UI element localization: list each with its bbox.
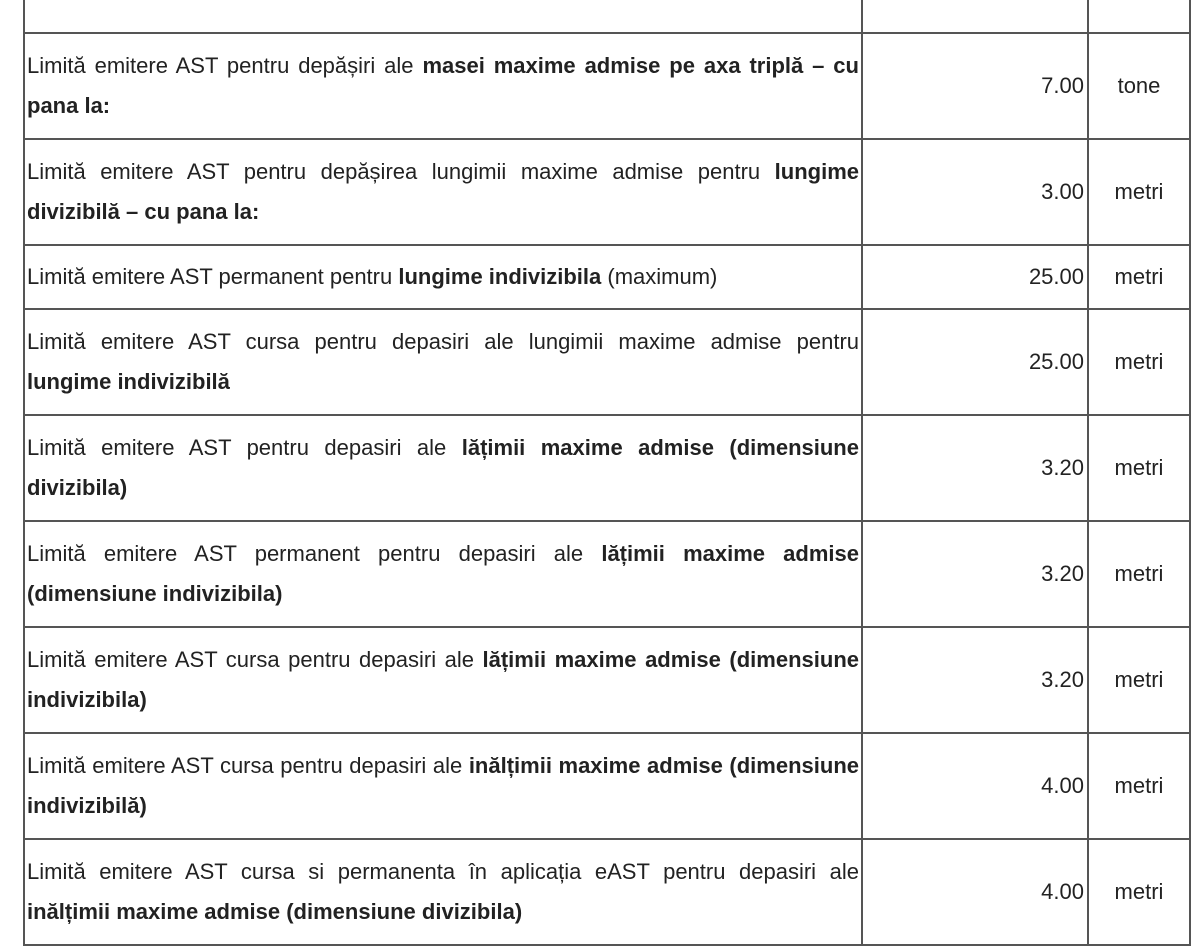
ast-limits-table xyxy=(23,0,1191,946)
description-text: Limită emitere AST pentru depășiri ale xyxy=(27,53,423,78)
limit-value-cell xyxy=(862,0,1088,33)
limit-unit-cell: metri xyxy=(1088,733,1190,839)
table-row xyxy=(24,0,1190,33)
limit-unit-cell: metri xyxy=(1088,415,1190,521)
ast-limits-table-body xyxy=(24,0,1190,945)
limit-description-cell xyxy=(24,139,862,245)
description-text-bold: lățimii maxime admise (dimensiune indivizibila) xyxy=(27,541,859,606)
limit-description-cell xyxy=(24,415,862,521)
description-text: Limită emitere AST permanent pentru xyxy=(27,264,399,289)
table-row xyxy=(24,33,1190,139)
description-text: Limită emitere AST cursa pentru depasiri ale xyxy=(27,753,469,778)
limit-value-cell: 3.20 xyxy=(862,415,1088,521)
description-text: Limită emitere AST cursa si permanenta în aplicația eAST pentru depasiri ale xyxy=(27,859,859,884)
limit-description-cell xyxy=(24,839,862,945)
limit-value-cell: 4.00 xyxy=(862,733,1088,839)
limit-unit-cell: tone xyxy=(1088,33,1190,139)
limit-value-cell: 4.00 xyxy=(862,839,1088,945)
table-row xyxy=(24,839,1190,945)
description-text-bold: inălțimii maxime admise (dimensiune indivizibilă) xyxy=(27,753,859,818)
description-text-bold: lungime divizibilă – cu pana la: xyxy=(27,159,859,224)
description-text: Limită emitere AST pentru depasiri ale xyxy=(27,435,462,460)
limit-value-cell: 3.20 xyxy=(862,627,1088,733)
limit-value-cell: 25.00 xyxy=(862,245,1088,309)
limit-description-cell xyxy=(24,245,862,309)
limit-value-cell: 25.00 xyxy=(862,309,1088,415)
limit-value-cell: 7.00 xyxy=(862,33,1088,139)
table-row xyxy=(24,627,1190,733)
description-text-bold: lungime indivizibilă xyxy=(27,369,230,394)
description-text: (maximum) xyxy=(601,264,718,289)
limit-unit-cell xyxy=(1088,0,1190,33)
description-text: Limită emitere AST pentru depășirea lungimii maxime admise pentru xyxy=(27,159,775,184)
limit-unit-cell: metri xyxy=(1088,139,1190,245)
limit-description-cell xyxy=(24,33,862,139)
description-text: Limită emitere AST permanent pentru depasiri ale xyxy=(27,541,602,566)
description-text-bold: lățimii maxime admise (dimensiune divizibila) xyxy=(27,435,859,500)
limit-description-cell xyxy=(24,309,862,415)
limit-unit-cell: metri xyxy=(1088,521,1190,627)
table-row xyxy=(24,139,1190,245)
table-row xyxy=(24,245,1190,309)
description-text-bold: inălțimii maxime admise (dimensiune divizibila) xyxy=(27,899,523,924)
description-text-bold: lungime indivizibila xyxy=(398,264,602,289)
limit-description-cell xyxy=(24,627,862,733)
limit-unit-cell: metri xyxy=(1088,245,1190,309)
description-text-bold: masei maxime admise pe axa triplă – cu pana la: xyxy=(27,53,859,118)
table-row xyxy=(24,309,1190,415)
limit-description-cell xyxy=(24,521,862,627)
limit-unit-cell: metri xyxy=(1088,627,1190,733)
limit-value-cell: 3.00 xyxy=(862,139,1088,245)
description-text: Limită emitere AST cursa pentru depasiri ale xyxy=(27,647,483,672)
limit-unit-cell: metri xyxy=(1088,309,1190,415)
description-text-bold: lățimii maxime admise (dimensiune indivizibila) xyxy=(27,647,859,712)
limit-description-cell xyxy=(24,0,862,33)
table-row xyxy=(24,521,1190,627)
description-text: Limită emitere AST cursa pentru depasiri ale lungimii maxime admise pentru xyxy=(27,329,859,354)
limit-unit-cell: metri xyxy=(1088,839,1190,945)
limit-description-cell xyxy=(24,733,862,839)
table-row xyxy=(24,733,1190,839)
limit-value-cell: 3.20 xyxy=(862,521,1088,627)
table-row xyxy=(24,415,1190,521)
